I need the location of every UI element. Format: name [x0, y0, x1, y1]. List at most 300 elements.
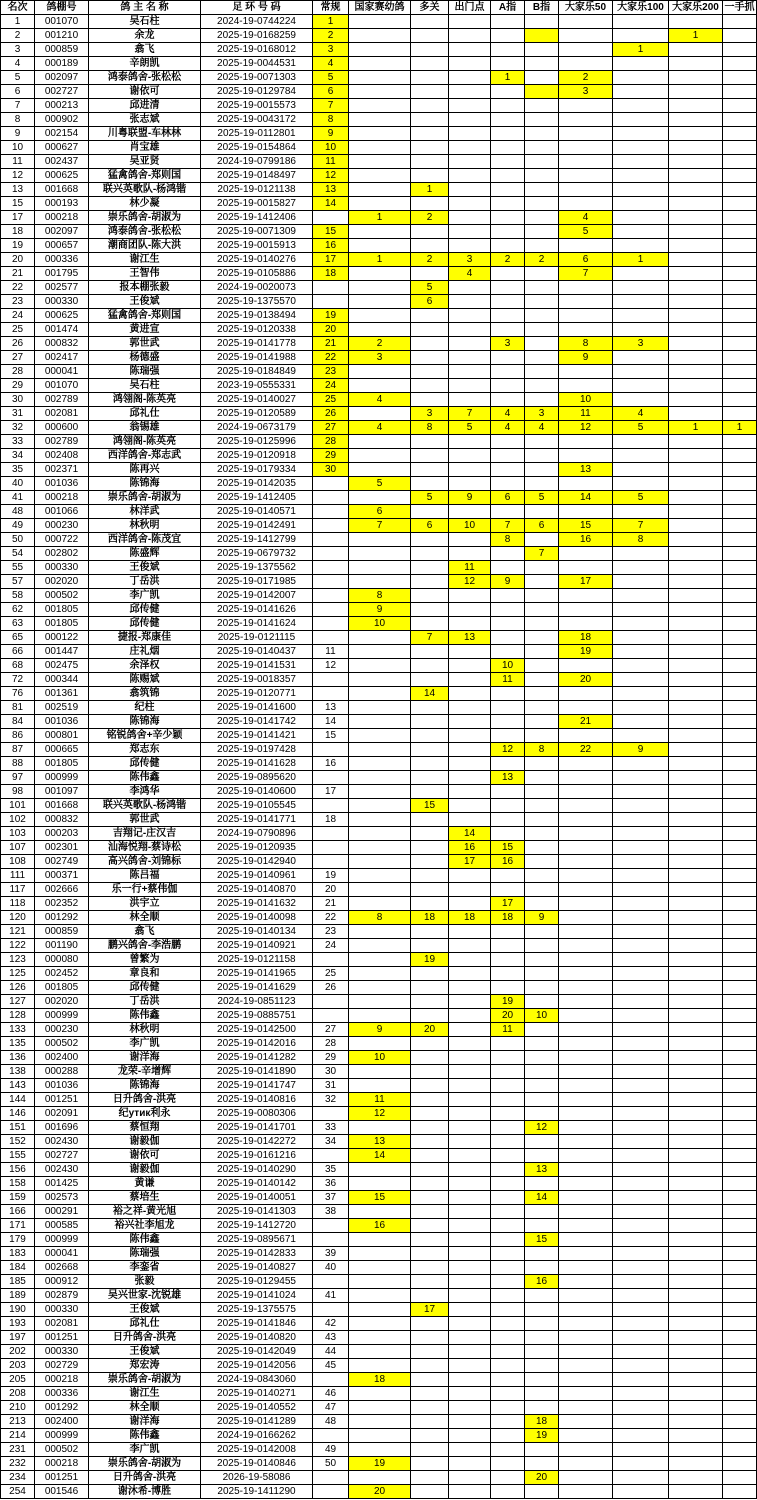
data-cell — [525, 197, 559, 211]
data-cell — [411, 85, 449, 99]
data-cell — [525, 841, 559, 855]
ring-number-cell: 2025-19-0140600 — [201, 785, 313, 799]
data-cell — [491, 1247, 525, 1261]
data-cell — [559, 1331, 613, 1345]
data-cell — [449, 1219, 491, 1233]
data-cell — [525, 1149, 559, 1163]
data-cell — [411, 267, 449, 281]
owner-name-cell: 吉翔记-庄汉吉 — [89, 827, 201, 841]
data-cell — [525, 449, 559, 463]
ring-number-cell: 2024-19-0799186 — [201, 155, 313, 169]
table-row — [1, 1107, 757, 1121]
data-cell — [491, 155, 525, 169]
data-cell — [613, 57, 669, 71]
data-cell — [559, 603, 613, 617]
data-cell — [411, 505, 449, 519]
data-cell: 002577 — [35, 281, 89, 295]
table-row — [1, 463, 757, 477]
owner-name-cell: 鹏兴鸽舍-李浩鹏 — [89, 939, 201, 953]
data-cell — [669, 533, 723, 547]
data-cell — [349, 925, 411, 939]
ring-number-cell: 2025-19-1412406 — [201, 211, 313, 225]
data-cell — [491, 1345, 525, 1359]
data-cell: 9 — [613, 743, 669, 757]
data-cell — [669, 547, 723, 561]
data-cell — [613, 1485, 669, 1499]
ring-number-cell: 2025-19-0140571 — [201, 505, 313, 519]
data-cell: 35 — [1, 463, 35, 477]
table-row — [1, 127, 757, 141]
data-cell — [449, 379, 491, 393]
data-cell — [411, 701, 449, 715]
data-cell — [559, 1037, 613, 1051]
owner-name-cell: 潮商团队-陈大洪 — [89, 239, 201, 253]
data-cell: 14 — [349, 1149, 411, 1163]
data-cell — [613, 995, 669, 1009]
data-cell — [613, 323, 669, 337]
data-cell — [449, 463, 491, 477]
table-row — [1, 267, 757, 281]
data-cell — [559, 785, 613, 799]
data-cell — [669, 309, 723, 323]
owner-name-cell: 王俊斌 — [89, 561, 201, 575]
data-cell — [313, 589, 349, 603]
data-cell — [491, 1163, 525, 1177]
data-cell: 7 — [349, 519, 411, 533]
data-cell — [669, 743, 723, 757]
data-cell — [313, 953, 349, 967]
data-cell: 14 — [449, 827, 491, 841]
data-cell — [613, 267, 669, 281]
ring-number-cell: 2025-19-0895671 — [201, 1233, 313, 1247]
data-cell: 000912 — [35, 1275, 89, 1289]
data-cell — [613, 869, 669, 883]
data-cell — [559, 869, 613, 883]
ring-number-cell: 2025-19-0895620 — [201, 771, 313, 785]
data-cell: 002400 — [35, 1051, 89, 1065]
data-cell — [449, 393, 491, 407]
owner-name-cell: 陈瑞强 — [89, 365, 201, 379]
data-cell: 2 — [349, 337, 411, 351]
data-cell — [613, 1079, 669, 1093]
data-cell: 001251 — [35, 1331, 89, 1345]
data-cell: 000330 — [35, 561, 89, 575]
data-cell — [613, 897, 669, 911]
data-cell: 24 — [1, 309, 35, 323]
data-cell: 5 — [313, 71, 349, 85]
data-cell: 9 — [525, 911, 559, 925]
data-cell — [613, 463, 669, 477]
data-cell: 001668 — [35, 799, 89, 813]
data-cell: 44 — [313, 1345, 349, 1359]
data-cell — [449, 225, 491, 239]
data-cell: 208 — [1, 1387, 35, 1401]
data-cell — [613, 1275, 669, 1289]
data-cell — [613, 925, 669, 939]
owner-name-cell: 铭锐鸽舍+辛少颖 — [89, 729, 201, 743]
data-cell — [411, 127, 449, 141]
data-cell — [559, 1191, 613, 1205]
ring-number-cell: 2025-19-0141600 — [201, 701, 313, 715]
table-row — [1, 407, 757, 421]
data-cell — [491, 1037, 525, 1051]
data-cell — [559, 365, 613, 379]
data-cell — [723, 547, 757, 561]
owner-name-cell: 余泽权 — [89, 659, 201, 673]
table-row — [1, 715, 757, 729]
data-cell: 13 — [349, 1135, 411, 1149]
data-cell — [525, 995, 559, 1009]
ring-number-cell: 2025-19-0141289 — [201, 1415, 313, 1429]
data-cell: 37 — [313, 1191, 349, 1205]
data-cell: 000193 — [35, 197, 89, 211]
data-cell — [525, 799, 559, 813]
data-cell — [669, 337, 723, 351]
table-row — [1, 1149, 757, 1163]
data-cell — [559, 1233, 613, 1247]
data-cell: 001251 — [35, 1471, 89, 1485]
data-cell: 002352 — [35, 897, 89, 911]
data-cell — [723, 225, 757, 239]
data-cell: 2 — [411, 211, 449, 225]
data-cell — [349, 855, 411, 869]
data-cell: 34 — [313, 1135, 349, 1149]
data-cell — [525, 673, 559, 687]
owner-name-cell: 林全顺 — [89, 1401, 201, 1415]
data-cell — [559, 1205, 613, 1219]
owner-name-cell: 黄进宣 — [89, 323, 201, 337]
data-cell: 4 — [349, 421, 411, 435]
data-cell — [313, 995, 349, 1009]
data-cell — [723, 1037, 757, 1051]
data-cell: 125 — [1, 967, 35, 981]
data-cell — [313, 519, 349, 533]
data-cell — [723, 1219, 757, 1233]
data-cell — [491, 617, 525, 631]
data-cell — [491, 295, 525, 309]
table-row — [1, 1037, 757, 1051]
data-cell — [349, 757, 411, 771]
data-cell: 23 — [313, 925, 349, 939]
table-row — [1, 771, 757, 785]
column-header-2: 鸽 主 名 称 — [89, 1, 201, 15]
data-cell: 8 — [313, 113, 349, 127]
data-cell: 002097 — [35, 225, 89, 239]
data-cell — [559, 1023, 613, 1037]
data-cell — [491, 939, 525, 953]
data-cell — [613, 505, 669, 519]
data-cell — [449, 449, 491, 463]
data-cell — [559, 1373, 613, 1387]
data-cell: 1 — [349, 253, 411, 267]
owner-name-cell: 林洋武 — [89, 505, 201, 519]
data-cell — [559, 197, 613, 211]
data-cell — [449, 435, 491, 449]
data-cell — [723, 561, 757, 575]
data-cell — [669, 295, 723, 309]
data-cell: 7 — [1, 99, 35, 113]
data-cell: 185 — [1, 1275, 35, 1289]
data-cell: 7 — [613, 519, 669, 533]
data-cell — [723, 813, 757, 827]
owner-name-cell: 翕飞 — [89, 43, 201, 57]
data-cell — [525, 589, 559, 603]
data-cell: 254 — [1, 1485, 35, 1499]
data-cell: 7 — [313, 99, 349, 113]
data-cell — [449, 505, 491, 519]
data-cell — [723, 953, 757, 967]
owner-name-cell: 崇乐鸽舍-胡淑为 — [89, 1457, 201, 1471]
ring-number-cell: 2025-19-0142016 — [201, 1037, 313, 1051]
data-cell — [559, 967, 613, 981]
data-cell — [613, 1247, 669, 1261]
data-cell — [349, 1359, 411, 1373]
data-cell — [411, 1051, 449, 1065]
data-cell — [449, 589, 491, 603]
data-cell — [449, 547, 491, 561]
data-cell: 001474 — [35, 323, 89, 337]
owner-name-cell: 谢江生 — [89, 253, 201, 267]
data-cell — [349, 1009, 411, 1023]
data-cell: 41 — [313, 1289, 349, 1303]
data-cell — [491, 827, 525, 841]
data-cell — [349, 1331, 411, 1345]
owner-name-cell: 报本棚张毅 — [89, 281, 201, 295]
data-cell — [449, 1303, 491, 1317]
data-cell — [313, 603, 349, 617]
data-cell — [491, 85, 525, 99]
data-cell — [613, 1177, 669, 1191]
table-row — [1, 379, 757, 393]
data-cell — [349, 967, 411, 981]
data-cell: 15 — [411, 799, 449, 813]
data-cell — [349, 155, 411, 169]
data-cell: 16 — [449, 841, 491, 855]
data-cell — [669, 1261, 723, 1275]
data-cell: 002519 — [35, 701, 89, 715]
data-cell — [491, 1135, 525, 1149]
ring-number-cell: 2025-19-0171985 — [201, 575, 313, 589]
data-cell — [669, 239, 723, 253]
owner-name-cell: 郑志东 — [89, 743, 201, 757]
owner-name-cell: 邱礼仕 — [89, 407, 201, 421]
table-row — [1, 1009, 757, 1023]
data-cell — [613, 1345, 669, 1359]
data-cell — [613, 799, 669, 813]
data-cell: 3 — [525, 407, 559, 421]
data-cell — [349, 57, 411, 71]
ring-number-cell: 2025-19-0141282 — [201, 1051, 313, 1065]
ring-number-cell: 2025-19-0141890 — [201, 1065, 313, 1079]
owner-name-cell: 乐一行+蔡伟伽 — [89, 883, 201, 897]
data-cell: 87 — [1, 743, 35, 757]
data-cell — [449, 1233, 491, 1247]
table-row — [1, 43, 757, 57]
data-cell — [411, 29, 449, 43]
ring-number-cell: 2025-19-1412720 — [201, 1219, 313, 1233]
data-cell — [723, 841, 757, 855]
data-cell — [525, 393, 559, 407]
data-cell — [723, 1051, 757, 1065]
ring-number-cell: 2025-19-0885751 — [201, 1009, 313, 1023]
data-cell — [613, 1051, 669, 1065]
data-cell: 000041 — [35, 1247, 89, 1261]
owner-name-cell: 陈伟鑫 — [89, 771, 201, 785]
data-cell — [613, 435, 669, 449]
data-cell — [613, 15, 669, 29]
data-cell — [613, 1121, 669, 1135]
data-cell: 9 — [349, 603, 411, 617]
data-cell: 000502 — [35, 589, 89, 603]
ring-number-cell: 2025-19-0140827 — [201, 1261, 313, 1275]
data-cell — [613, 1009, 669, 1023]
data-cell — [613, 309, 669, 323]
owner-name-cell: 汕海悦翔-蔡诗松 — [89, 841, 201, 855]
data-cell — [559, 1429, 613, 1443]
data-cell — [491, 547, 525, 561]
data-cell — [613, 1107, 669, 1121]
data-cell — [669, 1387, 723, 1401]
data-cell — [669, 1093, 723, 1107]
table-row — [1, 155, 757, 169]
data-cell: 12 — [349, 1107, 411, 1121]
column-header-9: B指 — [525, 1, 559, 15]
data-cell — [349, 547, 411, 561]
data-cell: 001795 — [35, 267, 89, 281]
table-row — [1, 1275, 757, 1289]
data-cell — [411, 463, 449, 477]
data-cell: 98 — [1, 785, 35, 799]
ring-number-cell: 2025-19-0141988 — [201, 351, 313, 365]
data-cell — [525, 463, 559, 477]
data-cell — [449, 365, 491, 379]
table-row — [1, 1359, 757, 1373]
data-cell — [723, 785, 757, 799]
data-cell: 50 — [1, 533, 35, 547]
ring-number-cell: 2025-19-0141632 — [201, 897, 313, 911]
table-row — [1, 1247, 757, 1261]
data-cell — [349, 771, 411, 785]
data-cell — [449, 1023, 491, 1037]
data-cell — [411, 827, 449, 841]
ring-number-cell: 2024-19-0673179 — [201, 421, 313, 435]
data-cell: 4 — [525, 421, 559, 435]
data-cell — [349, 239, 411, 253]
data-cell: 5 — [559, 225, 613, 239]
data-cell — [449, 1037, 491, 1051]
table-row — [1, 911, 757, 925]
data-cell: 122 — [1, 939, 35, 953]
table-row — [1, 1415, 757, 1429]
data-cell — [349, 309, 411, 323]
ring-number-cell: 2025-19-0141742 — [201, 715, 313, 729]
data-cell: 7 — [411, 631, 449, 645]
data-cell — [559, 1163, 613, 1177]
data-cell — [349, 1415, 411, 1429]
data-cell — [411, 379, 449, 393]
data-cell — [491, 379, 525, 393]
data-cell — [411, 239, 449, 253]
data-cell: 002668 — [35, 1261, 89, 1275]
data-cell: 30 — [1, 393, 35, 407]
data-cell: 25 — [313, 393, 349, 407]
data-cell — [411, 1233, 449, 1247]
data-cell — [559, 1247, 613, 1261]
data-cell — [449, 897, 491, 911]
data-cell: 48 — [313, 1415, 349, 1429]
data-cell — [559, 99, 613, 113]
data-cell — [559, 855, 613, 869]
data-cell — [525, 1037, 559, 1051]
data-cell: 14 — [559, 491, 613, 505]
data-cell: 3 — [491, 337, 525, 351]
data-cell: 18 — [525, 1415, 559, 1429]
data-cell — [449, 1093, 491, 1107]
data-cell — [559, 1177, 613, 1191]
owner-name-cell: 联兴英歌队-杨鸿锴 — [89, 799, 201, 813]
data-cell — [613, 855, 669, 869]
data-cell: 002789 — [35, 435, 89, 449]
data-cell — [525, 295, 559, 309]
table-row — [1, 393, 757, 407]
data-cell — [349, 939, 411, 953]
ring-number-cell: 2025-19-0105545 — [201, 799, 313, 813]
data-cell: 57 — [1, 575, 35, 589]
data-cell: 002729 — [35, 1359, 89, 1373]
table-row — [1, 855, 757, 869]
owner-name-cell: 蔡恒翔 — [89, 1121, 201, 1135]
data-cell — [449, 785, 491, 799]
ring-number-cell: 2025-19-0071309 — [201, 225, 313, 239]
data-cell — [449, 1401, 491, 1415]
data-cell: 000230 — [35, 519, 89, 533]
owner-name-cell: 肖宝雄 — [89, 141, 201, 155]
data-cell — [411, 1331, 449, 1345]
data-cell — [525, 883, 559, 897]
data-cell — [491, 715, 525, 729]
ring-number-cell: 2025-19-0120918 — [201, 449, 313, 463]
table-row — [1, 1261, 757, 1275]
data-cell — [559, 1345, 613, 1359]
table-row — [1, 1471, 757, 1485]
owner-name-cell: 邱传健 — [89, 617, 201, 631]
data-cell — [411, 533, 449, 547]
data-cell: 000288 — [35, 1065, 89, 1079]
data-cell — [723, 85, 757, 99]
data-cell — [669, 393, 723, 407]
ring-number-cell: 2024-19-0851123 — [201, 995, 313, 1009]
ring-number-cell: 2025-19-0129455 — [201, 1275, 313, 1289]
data-cell — [491, 463, 525, 477]
data-cell — [723, 869, 757, 883]
data-cell: 17 — [313, 253, 349, 267]
data-cell — [491, 29, 525, 43]
data-cell — [613, 771, 669, 785]
data-cell — [411, 99, 449, 113]
data-cell — [669, 1149, 723, 1163]
ring-number-cell: 2025-19-0140142 — [201, 1177, 313, 1191]
data-cell — [313, 281, 349, 295]
data-cell: 20 — [1, 253, 35, 267]
owner-name-cell: 高兴鸽舍-刘锦标 — [89, 855, 201, 869]
owner-name-cell: 崇乐鸽舍-胡淑为 — [89, 211, 201, 225]
data-cell: 159 — [1, 1191, 35, 1205]
data-cell — [411, 1135, 449, 1149]
data-cell — [411, 1177, 449, 1191]
data-cell — [525, 239, 559, 253]
data-cell — [313, 1107, 349, 1121]
owner-name-cell: 谢毅伽 — [89, 1135, 201, 1149]
